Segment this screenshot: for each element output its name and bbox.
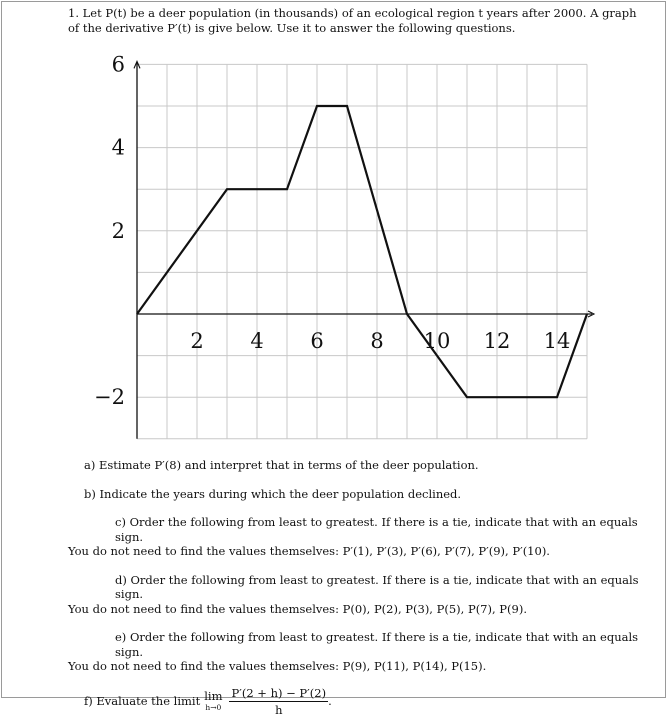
y-tick-label: 2 <box>111 218 125 243</box>
graph-axes <box>134 61 594 438</box>
limit-word: lim <box>204 688 223 703</box>
limit-operator <box>204 688 223 713</box>
x-tick-label-2: 2 <box>190 329 204 353</box>
question-d-line-1: d) Order the following from least to greatest. If there is a tie, indicate that with an equals sign. <box>115 572 639 601</box>
y-tick-label: 6 <box>111 52 125 77</box>
question-d <box>68 573 658 617</box>
question-e <box>68 630 658 674</box>
question-f <box>68 686 658 718</box>
derivative-graph <box>70 50 600 445</box>
question-c <box>68 515 658 559</box>
question-b: b) Indicate the years during which the deer population declined. <box>84 486 462 501</box>
questions-list <box>68 458 658 718</box>
fraction-denominator: h <box>275 703 283 717</box>
x-tick-label-8: 8 <box>370 329 384 353</box>
question-e-line-2: You do not need to find the values themselves: P(9), P(11), P(14), P(15). <box>68 659 487 673</box>
question-a: a) Estimate P′(8) and interpret that in terms of the deer population. <box>84 458 479 472</box>
limit-subscript: h→0 <box>205 702 222 712</box>
x-tick-label-10: 10 <box>423 329 451 353</box>
x-tick-label-12: 12 <box>483 329 511 353</box>
graph-grid <box>137 64 587 438</box>
y-tick-label: 4 <box>111 135 125 160</box>
x-tick-label-4: 4 <box>250 329 264 353</box>
question-c-line-1: c) Order the following from least to greatest. If there is a tie, indicate that with an equals sign. <box>115 515 638 544</box>
fraction-numerator: P′(2 + h) − P′(2) <box>229 686 328 703</box>
intro-line-2: of the derivative P′(t) is give below. Use it to answer the following questions. <box>68 21 516 35</box>
question-e-line-1: e) Order the following from least to greatest. If there is a tie, indicate that with an equals sign. <box>115 630 639 659</box>
question-c-line-2: You do not need to find the values themselves: P′(1), P′(3), P′(6), P′(7), P′(9), P′(10). <box>68 544 550 558</box>
problem-intro <box>68 6 658 36</box>
x-tick-label-6: 6 <box>310 329 324 353</box>
y-tick-label: −2 <box>94 385 125 410</box>
graph-series <box>137 106 587 397</box>
question-d-line-2: You do not need to find the values themselves: P(0), P(2), P(3), P(5), P(7), P(9). <box>68 601 527 616</box>
question-f-period: . <box>328 694 332 709</box>
intro-line-1: 1. Let P(t) be a deer population (in thousands) of an ecological region t years after 2000. A graph <box>68 6 637 20</box>
x-tick-label-14: 14 <box>543 329 571 353</box>
series-line-0 <box>137 106 587 397</box>
limit-fraction <box>229 686 328 718</box>
question-f-label: f) Evaluate the limit <box>84 694 201 709</box>
